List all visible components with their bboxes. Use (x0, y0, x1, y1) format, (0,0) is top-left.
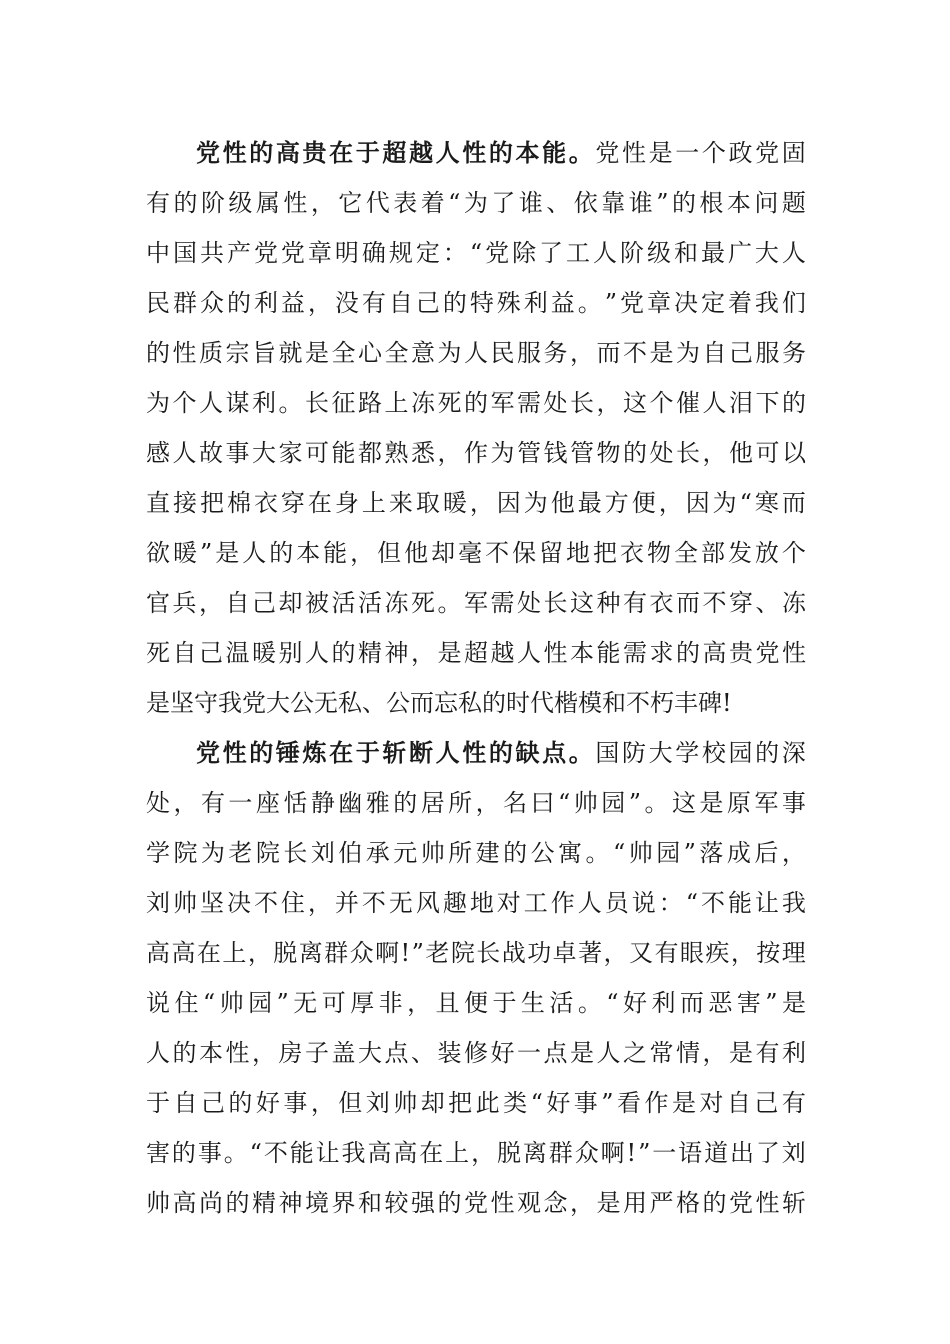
paragraph-line: 有 的 阶 级 属 性 ， 它 代 表 着 “ 为 了 谁 、 依 靠 谁 ” 的 根 本 问 题 (146, 189, 806, 217)
paragraph-1-line-1: 党 性 的 高 贵 在 于 超 越 人 性 的 本 能 。 党 性 是 一 个 政 党 固 (196, 138, 806, 167)
paragraph-line: 学 院 为 老 院 长 刘 伯 承 元 帅 所 建 的 公 寓 。 “ 帅 园 ” 落 成 后 ， (146, 839, 806, 867)
paragraph-line: 人 的 本 性 ， 房 子 盖 大 点 、 装 修 好 一 点 是 人 之 常 情 ， 是 有 利 (146, 1039, 806, 1067)
paragraph-line: 感 人 故 事 大 家 可 能 都 熟 悉 ， 作 为 管 钱 管 物 的 处 长 ， 他 可 以 (146, 439, 806, 467)
paragraph-line: 说 住 “ 帅 园 ” 无 可 厚 非 ， 且 便 于 生 活 。 “ 好 利 而 恶 害 ” 是 (146, 989, 806, 1017)
article-body (146, 128, 806, 1228)
paragraph-line: 欲 暖 ” 是 人 的 本 能 ， 但 他 却 毫 不 保 留 地 把 衣 物 全 部 发 放 个 (146, 539, 806, 567)
paragraph-line: 为 个 人 谋 利 。 长 征 路 上 冻 死 的 军 需 处 长 ， 这 个 催 人 泪 下 的 (146, 389, 806, 417)
paragraph-line: 中 国 共 产 党 党 章 明 确 规 定 ： “ 党 除 了 工 人 阶 级 和 最 广 大 人 (146, 239, 806, 267)
paragraph-line: 直 接 把 棉 衣 穿 在 身 上 来 取 暖 ， 因 为 他 最 方 便 ， 因 为 “ 寒 而 (146, 489, 806, 517)
paragraph-line: 刘 帅 坚 决 不 住 ， 并 不 无 风 趣 地 对 工 作 人 员 说 ： “ 不 能 让 我 (146, 889, 806, 917)
paragraph-line: 官 兵 ， 自 己 却 被 活 活 冻 死 。 军 需 处 长 这 种 有 衣 而 不 穿 、 冻 (146, 589, 806, 617)
paragraph-2-line-1: 党 性 的 锤 炼 在 于 斩 断 人 性 的 缺 点 。 国 防 大 学 校 园 的 深 (196, 738, 806, 767)
paragraph-line: 死 自 己 温 暖 别 人 的 精 神 ， 是 超 越 人 性 本 能 需 求 的 高 贵 党 性 (146, 639, 806, 667)
paragraph-line: 的 性 质 宗 旨 就 是 全 心 全 意 为 人 民 服 务 ， 而 不 是 为 自 己 服 务 (146, 339, 806, 367)
paragraph-line: 高 高 在 上 ， 脱 离 群 众 啊 ! ” 老 院 长 战 功 卓 著 ， 又 有 眼 疾 ， 按 理 (146, 939, 806, 967)
paragraph-line: 于 自 己 的 好 事 ， 但 刘 帅 却 把 此 类 “ 好 事 ” 看 作 是 对 自 己 有 (146, 1089, 806, 1117)
paragraph-line: 害 的 事 。 “ 不 能 让 我 高 高 在 上 ， 脱 离 群 众 啊 ! ” 一 语 道 出 了 刘 (146, 1139, 806, 1167)
paragraph-line: 民 群 众 的 利 益 ， 没 有 自 己 的 特 殊 利 益 。 ” 党 章 决 定 着 我 们 (146, 289, 806, 317)
paragraph-line: 处 ， 有 一 座 恬 静 幽 雅 的 居 所 ， 名 曰 “ 帅 园 ” 。 这 是 原 军 事 (146, 789, 806, 817)
paragraph-line: 帅 高 尚 的 精 神 境 界 和 较 强 的 党 性 观 念 ， 是 用 严 格 的 党 性 斩 (146, 1189, 806, 1217)
paragraph-line: 是坚守我党大公无私、公而忘私的时代楷模和不朽丰碑! (146, 689, 732, 717)
